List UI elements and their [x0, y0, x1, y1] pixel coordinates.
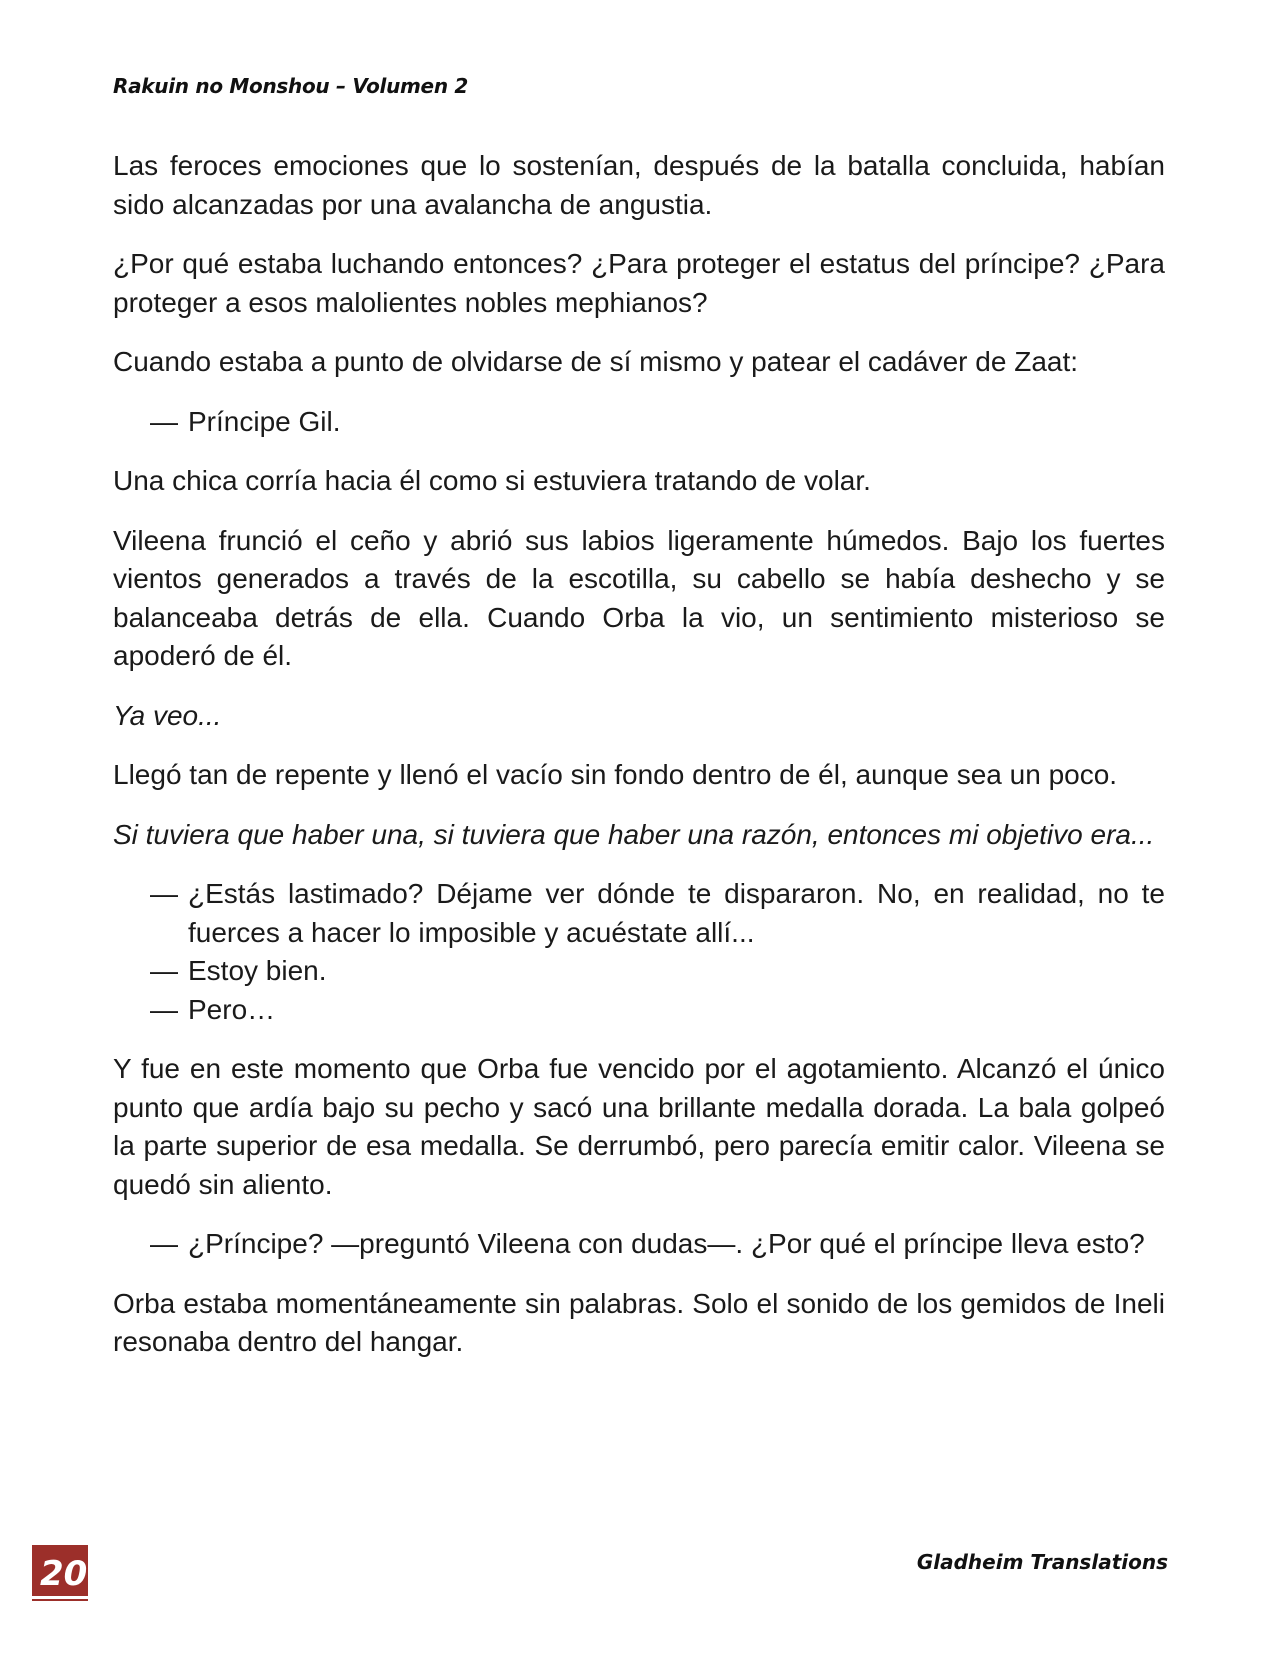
paragraph: ¿Por qué estaba luchando entonces? ¿Para proteger el estatus del príncipe? ¿Para proteger a esos malolientes nobles mephianos?	[113, 248, 1165, 318]
dialogue-line	[113, 952, 1165, 991]
dialogue-line	[113, 991, 1165, 1030]
dialogue-block	[113, 403, 1165, 442]
dialogue-dash: —	[150, 878, 178, 909]
dialogue-text: Príncipe Gil.	[188, 405, 341, 437]
italic-thought: Si tuviera que haber una, si tuviera que haber una razón, entonces mi objetivo era...	[113, 818, 1155, 850]
dialogue-dash: —	[150, 405, 178, 437]
dialogue-text: Estoy bien.	[188, 955, 327, 986]
page-number: 20	[40, 1554, 88, 1594]
paragraph: Vileena frunció el ceño y abrió sus labios ligeramente húmedos. Bajo los fuertes vientos generados a través de la escotilla, su cabello se había deshecho y se balanceaba detrás de ella. Cuando Orba la vio, un sentimiento misterioso se apoderó de él.	[113, 524, 1165, 671]
paragraph: Las feroces emociones que lo sostenían, después de la batalla concluida, habían sido alcanzadas por una avalancha de angustia.	[113, 150, 1165, 220]
dialogue-text: ¿Príncipe? —preguntó Vileena con dudas—. ¿Por qué el príncipe lleva esto?	[188, 1228, 1145, 1259]
dialogue-dash: —	[150, 993, 178, 1025]
dialogue-text: Pero…	[188, 993, 276, 1025]
paragraph: Y fue en este momento que Orba fue vencido por el agotamiento. Alcanzó el único punto que ardía bajo su pecho y sacó una brillante medalla dorada. La bala golpeó la parte superior de esa medalla. Se derrumbó, pero parecía emitir calor. Vileena se quedó sin aliento.	[113, 1053, 1165, 1200]
dialogue-dash: —	[150, 1228, 178, 1259]
paragraph: Llegó tan de repente y llenó el vacío sin fondo dentro de él, aunque sea un poco.	[113, 759, 1118, 790]
dialogue-line	[113, 403, 1165, 442]
page-number-box	[32, 1545, 88, 1601]
dialogue-text: ¿Estás lastimado? Déjame ver dónde te dispararon. No, en realidad, no te fuerces a hacer lo imposible y acuéstate allí...	[188, 878, 1165, 948]
dialogue-line	[113, 875, 1165, 952]
translator-credit: Gladheim Translations	[916, 1550, 1168, 1574]
running-header: Rakuin no Monshou – Volumen 2	[113, 74, 469, 98]
dialogue-block	[113, 875, 1165, 1029]
paragraph: Cuando estaba a punto de olvidarse de sí mismo y patear el cadáver de Zaat:	[113, 346, 1079, 377]
page-number-underline	[32, 1596, 88, 1599]
page-body	[113, 147, 1165, 1383]
paragraph: Una chica corría hacia él como si estuviera tratando de volar.	[113, 465, 871, 496]
dialogue-dash: —	[150, 955, 178, 986]
dialogue-block	[113, 1225, 1165, 1264]
paragraph: Orba estaba momentáneamente sin palabras. Solo el sonido de los gemidos de Ineli resonaba dentro del hangar.	[113, 1287, 1165, 1357]
italic-thought: Ya veo...	[113, 699, 222, 731]
dialogue-line	[113, 1225, 1165, 1264]
